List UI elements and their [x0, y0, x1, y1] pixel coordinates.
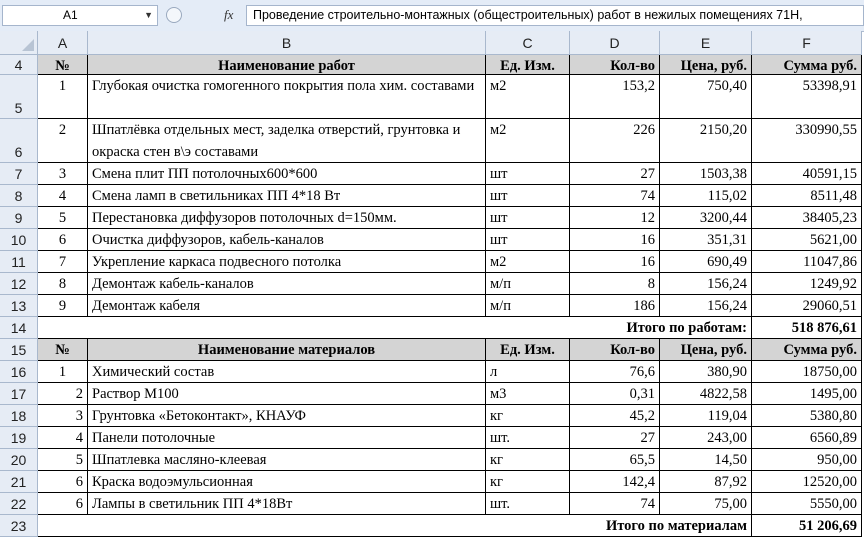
cell-number[interactable]: 1 — [38, 361, 88, 383]
cell-unit[interactable]: кг — [486, 449, 570, 471]
cell-name[interactable]: Смена ламп в светильниках ПП 4*18 Вт — [88, 185, 486, 207]
cell-name[interactable]: Смена плит ПП потолочных600*600 — [88, 163, 486, 185]
column-header-a[interactable]: A — [38, 31, 88, 55]
cell-name[interactable]: Панели потолочные — [88, 427, 486, 449]
column-header-e[interactable]: E — [660, 31, 752, 55]
cell-unit[interactable]: м3 — [486, 383, 570, 405]
cell-quantity[interactable]: 45,2 — [570, 405, 660, 427]
insert-function-button[interactable] — [162, 5, 242, 26]
name-box-value: A1 — [63, 8, 78, 22]
total-label[interactable]: Итого по работам: — [38, 317, 752, 339]
total-value[interactable]: 51 206,69 — [752, 515, 862, 537]
select-all-button[interactable] — [0, 31, 38, 55]
cell-name[interactable]: Глубокая очистка гомогенного покрытия пола хим. составами — [88, 75, 486, 119]
total-value[interactable]: 518 876,61 — [752, 317, 862, 339]
cell-number[interactable]: 2 — [38, 119, 88, 163]
name-box[interactable] — [2, 5, 158, 26]
header-cell-sum[interactable]: Сумма руб. — [752, 339, 862, 361]
row-header[interactable]: 13 — [0, 295, 38, 317]
row-header[interactable]: 23 — [0, 515, 38, 537]
column-header-c[interactable]: C — [486, 31, 570, 55]
cell-unit[interactable]: кг — [486, 405, 570, 427]
cell-sum[interactable]: 8511,48 — [752, 185, 862, 207]
cell-price[interactable]: 4822,58 — [660, 383, 752, 405]
row-header[interactable]: 9 — [0, 207, 38, 229]
header-cell-sum[interactable]: Сумма руб. — [752, 55, 862, 75]
cell-number[interactable]: 5 — [38, 449, 88, 471]
header-cell-unit[interactable]: Ед. Изм. — [486, 339, 570, 361]
cell-name[interactable]: Демонтаж кабель-каналов — [88, 273, 486, 295]
header-cell-name[interactable]: Наименование материалов — [88, 339, 486, 361]
column-header-f[interactable]: F — [752, 31, 862, 55]
cell-name[interactable]: Химический состав — [88, 361, 486, 383]
cell-sum[interactable]: 1249,92 — [752, 273, 862, 295]
cell-sum[interactable]: 5550,00 — [752, 493, 862, 515]
cell-number[interactable]: 9 — [38, 295, 88, 317]
cell-number[interactable]: 6 — [38, 493, 88, 515]
formula-input[interactable]: Проведение строительно-монтажных (общестроительных) работ в нежилых помещениях 71Н, — [246, 5, 864, 26]
cell-quantity[interactable]: 16 — [570, 229, 660, 251]
cell-sum[interactable]: 6560,89 — [752, 427, 862, 449]
cell-sum[interactable]: 330990,55 — [752, 119, 862, 163]
cell-name[interactable]: Лампы в светильник ПП 4*18Вт — [88, 493, 486, 515]
cell-number[interactable]: 6 — [38, 229, 88, 251]
row-header[interactable]: 14 — [0, 317, 38, 339]
cell-unit[interactable]: м/п — [486, 295, 570, 317]
cell-price[interactable]: 750,40 — [660, 75, 752, 119]
cell-sum[interactable]: 1495,00 — [752, 383, 862, 405]
cell-price[interactable]: 87,92 — [660, 471, 752, 493]
row-header[interactable]: 19 — [0, 427, 38, 449]
cell-quantity[interactable]: 27 — [570, 427, 660, 449]
cell-number[interactable]: 1 — [38, 75, 88, 119]
row-header[interactable]: 16 — [0, 361, 38, 383]
cell-name[interactable]: Краска водоэмульсионная — [88, 471, 486, 493]
cell-unit[interactable]: м2 — [486, 119, 570, 163]
cell-sum[interactable]: 38405,23 — [752, 207, 862, 229]
cell-quantity[interactable]: 8 — [570, 273, 660, 295]
cell-sum[interactable]: 5380,80 — [752, 405, 862, 427]
expand-icon[interactable] — [166, 7, 182, 23]
cell-sum[interactable]: 12520,00 — [752, 471, 862, 493]
cell-quantity[interactable]: 226 — [570, 119, 660, 163]
header-cell-qty[interactable]: Кол-во — [570, 339, 660, 361]
cell-quantity[interactable]: 27 — [570, 163, 660, 185]
column-header-b[interactable]: B — [88, 31, 486, 55]
cell-quantity[interactable]: 12 — [570, 207, 660, 229]
cell-quantity[interactable]: 74 — [570, 185, 660, 207]
cell-price[interactable]: 3200,44 — [660, 207, 752, 229]
cell-sum[interactable]: 18750,00 — [752, 361, 862, 383]
cell-name[interactable]: Очистка диффузоров, кабель-каналов — [88, 229, 486, 251]
fx-icon: fx — [224, 7, 234, 22]
cell-name[interactable]: Укрепление каркаса подвесного потолка — [88, 251, 486, 273]
cell-unit[interactable]: м/п — [486, 273, 570, 295]
cell-unit[interactable]: м2 — [486, 251, 570, 273]
cell-quantity[interactable]: 142,4 — [570, 471, 660, 493]
cell-price[interactable]: 2150,20 — [660, 119, 752, 163]
row-header[interactable]: 18 — [0, 405, 38, 427]
cell-quantity[interactable]: 0,31 — [570, 383, 660, 405]
cell-name[interactable]: Раствор М100 — [88, 383, 486, 405]
header-cell-unit[interactable]: Ед. Изм. — [486, 55, 570, 75]
row-header[interactable]: 10 — [0, 229, 38, 251]
row-header[interactable]: 5 — [0, 75, 38, 119]
cell-price[interactable]: 243,00 — [660, 427, 752, 449]
cell-price[interactable]: 75,00 — [660, 493, 752, 515]
cell-name[interactable]: Шпатлёвка отдельных мест, заделка отверстий, грунтовка и окраска стен в\э составами — [88, 119, 486, 163]
cell-sum[interactable]: 40591,15 — [752, 163, 862, 185]
cell-name[interactable]: Перестановка диффузоров потолочных d=150мм. — [88, 207, 486, 229]
cell-unit[interactable]: м2 — [486, 75, 570, 119]
row-header[interactable]: 22 — [0, 493, 38, 515]
cell-price[interactable]: 14,50 — [660, 449, 752, 471]
chevron-down-icon[interactable]: ▼ — [144, 10, 153, 20]
cell-quantity[interactable]: 76,6 — [570, 361, 660, 383]
cell-sum[interactable]: 950,00 — [752, 449, 862, 471]
row-header[interactable]: 6 — [0, 119, 38, 163]
cell-number[interactable]: 4 — [38, 185, 88, 207]
cell-price[interactable]: 690,49 — [660, 251, 752, 273]
cell-number[interactable]: 5 — [38, 207, 88, 229]
row-header[interactable]: 21 — [0, 471, 38, 493]
cell-price[interactable]: 119,04 — [660, 405, 752, 427]
row-header[interactable]: 15 — [0, 339, 38, 361]
cell-quantity[interactable]: 186 — [570, 295, 660, 317]
cell-price[interactable]: 115,02 — [660, 185, 752, 207]
row-header[interactable]: 20 — [0, 449, 38, 471]
cell-unit[interactable]: шт. — [486, 427, 570, 449]
cell-price[interactable]: 380,90 — [660, 361, 752, 383]
row-header[interactable]: 7 — [0, 163, 38, 185]
cell-quantity[interactable]: 153,2 — [570, 75, 660, 119]
cell-quantity[interactable]: 16 — [570, 251, 660, 273]
cell-number[interactable]: 7 — [38, 251, 88, 273]
formula-bar — [0, 0, 864, 32]
cell-name[interactable]: Шпатлевка масляно-клеевая — [88, 449, 486, 471]
header-cell-num[interactable]: № — [38, 55, 88, 75]
cell-number[interactable]: 2 — [38, 383, 88, 405]
cell-sum[interactable]: 11047,86 — [752, 251, 862, 273]
cell-sum[interactable]: 29060,51 — [752, 295, 862, 317]
cell-quantity[interactable]: 74 — [570, 493, 660, 515]
cell-unit[interactable]: шт — [486, 185, 570, 207]
header-cell-qty[interactable]: Кол-во — [570, 55, 660, 75]
header-cell-name[interactable]: Наименование работ — [88, 55, 486, 75]
row-header[interactable]: 8 — [0, 185, 38, 207]
row-header[interactable]: 11 — [0, 251, 38, 273]
cell-number[interactable]: 3 — [38, 405, 88, 427]
cell-number[interactable]: 3 — [38, 163, 88, 185]
cell-name[interactable]: Грунтовка «Бетоконтакт», КНАУФ — [88, 405, 486, 427]
cell-unit[interactable]: шт. — [486, 493, 570, 515]
header-cell-price[interactable]: Цена, руб. — [660, 55, 752, 75]
cell-price[interactable]: 351,31 — [660, 229, 752, 251]
cell-unit[interactable]: кг — [486, 471, 570, 493]
cell-unit[interactable]: шт — [486, 207, 570, 229]
cell-number[interactable]: 6 — [38, 471, 88, 493]
cell-unit[interactable]: л — [486, 361, 570, 383]
cell-sum[interactable]: 5621,00 — [752, 229, 862, 251]
cell-price[interactable]: 156,24 — [660, 273, 752, 295]
cell-price[interactable]: 156,24 — [660, 295, 752, 317]
cell-quantity[interactable]: 65,5 — [570, 449, 660, 471]
cell-unit[interactable]: шт — [486, 229, 570, 251]
cell-sum[interactable]: 53398,91 — [752, 75, 862, 119]
header-cell-price[interactable]: Цена, руб. — [660, 339, 752, 361]
cell-number[interactable]: 8 — [38, 273, 88, 295]
header-cell-num[interactable]: № — [38, 339, 88, 361]
cell-price[interactable]: 1503,38 — [660, 163, 752, 185]
row-header[interactable]: 12 — [0, 273, 38, 295]
row-header[interactable]: 4 — [0, 55, 38, 75]
row-header[interactable]: 17 — [0, 383, 38, 405]
cell-name[interactable]: Демонтаж кабеля — [88, 295, 486, 317]
total-label[interactable]: Итого по материалам — [38, 515, 752, 537]
cell-number[interactable]: 4 — [38, 427, 88, 449]
cell-unit[interactable]: шт — [486, 163, 570, 185]
column-header-d[interactable]: D — [570, 31, 660, 55]
